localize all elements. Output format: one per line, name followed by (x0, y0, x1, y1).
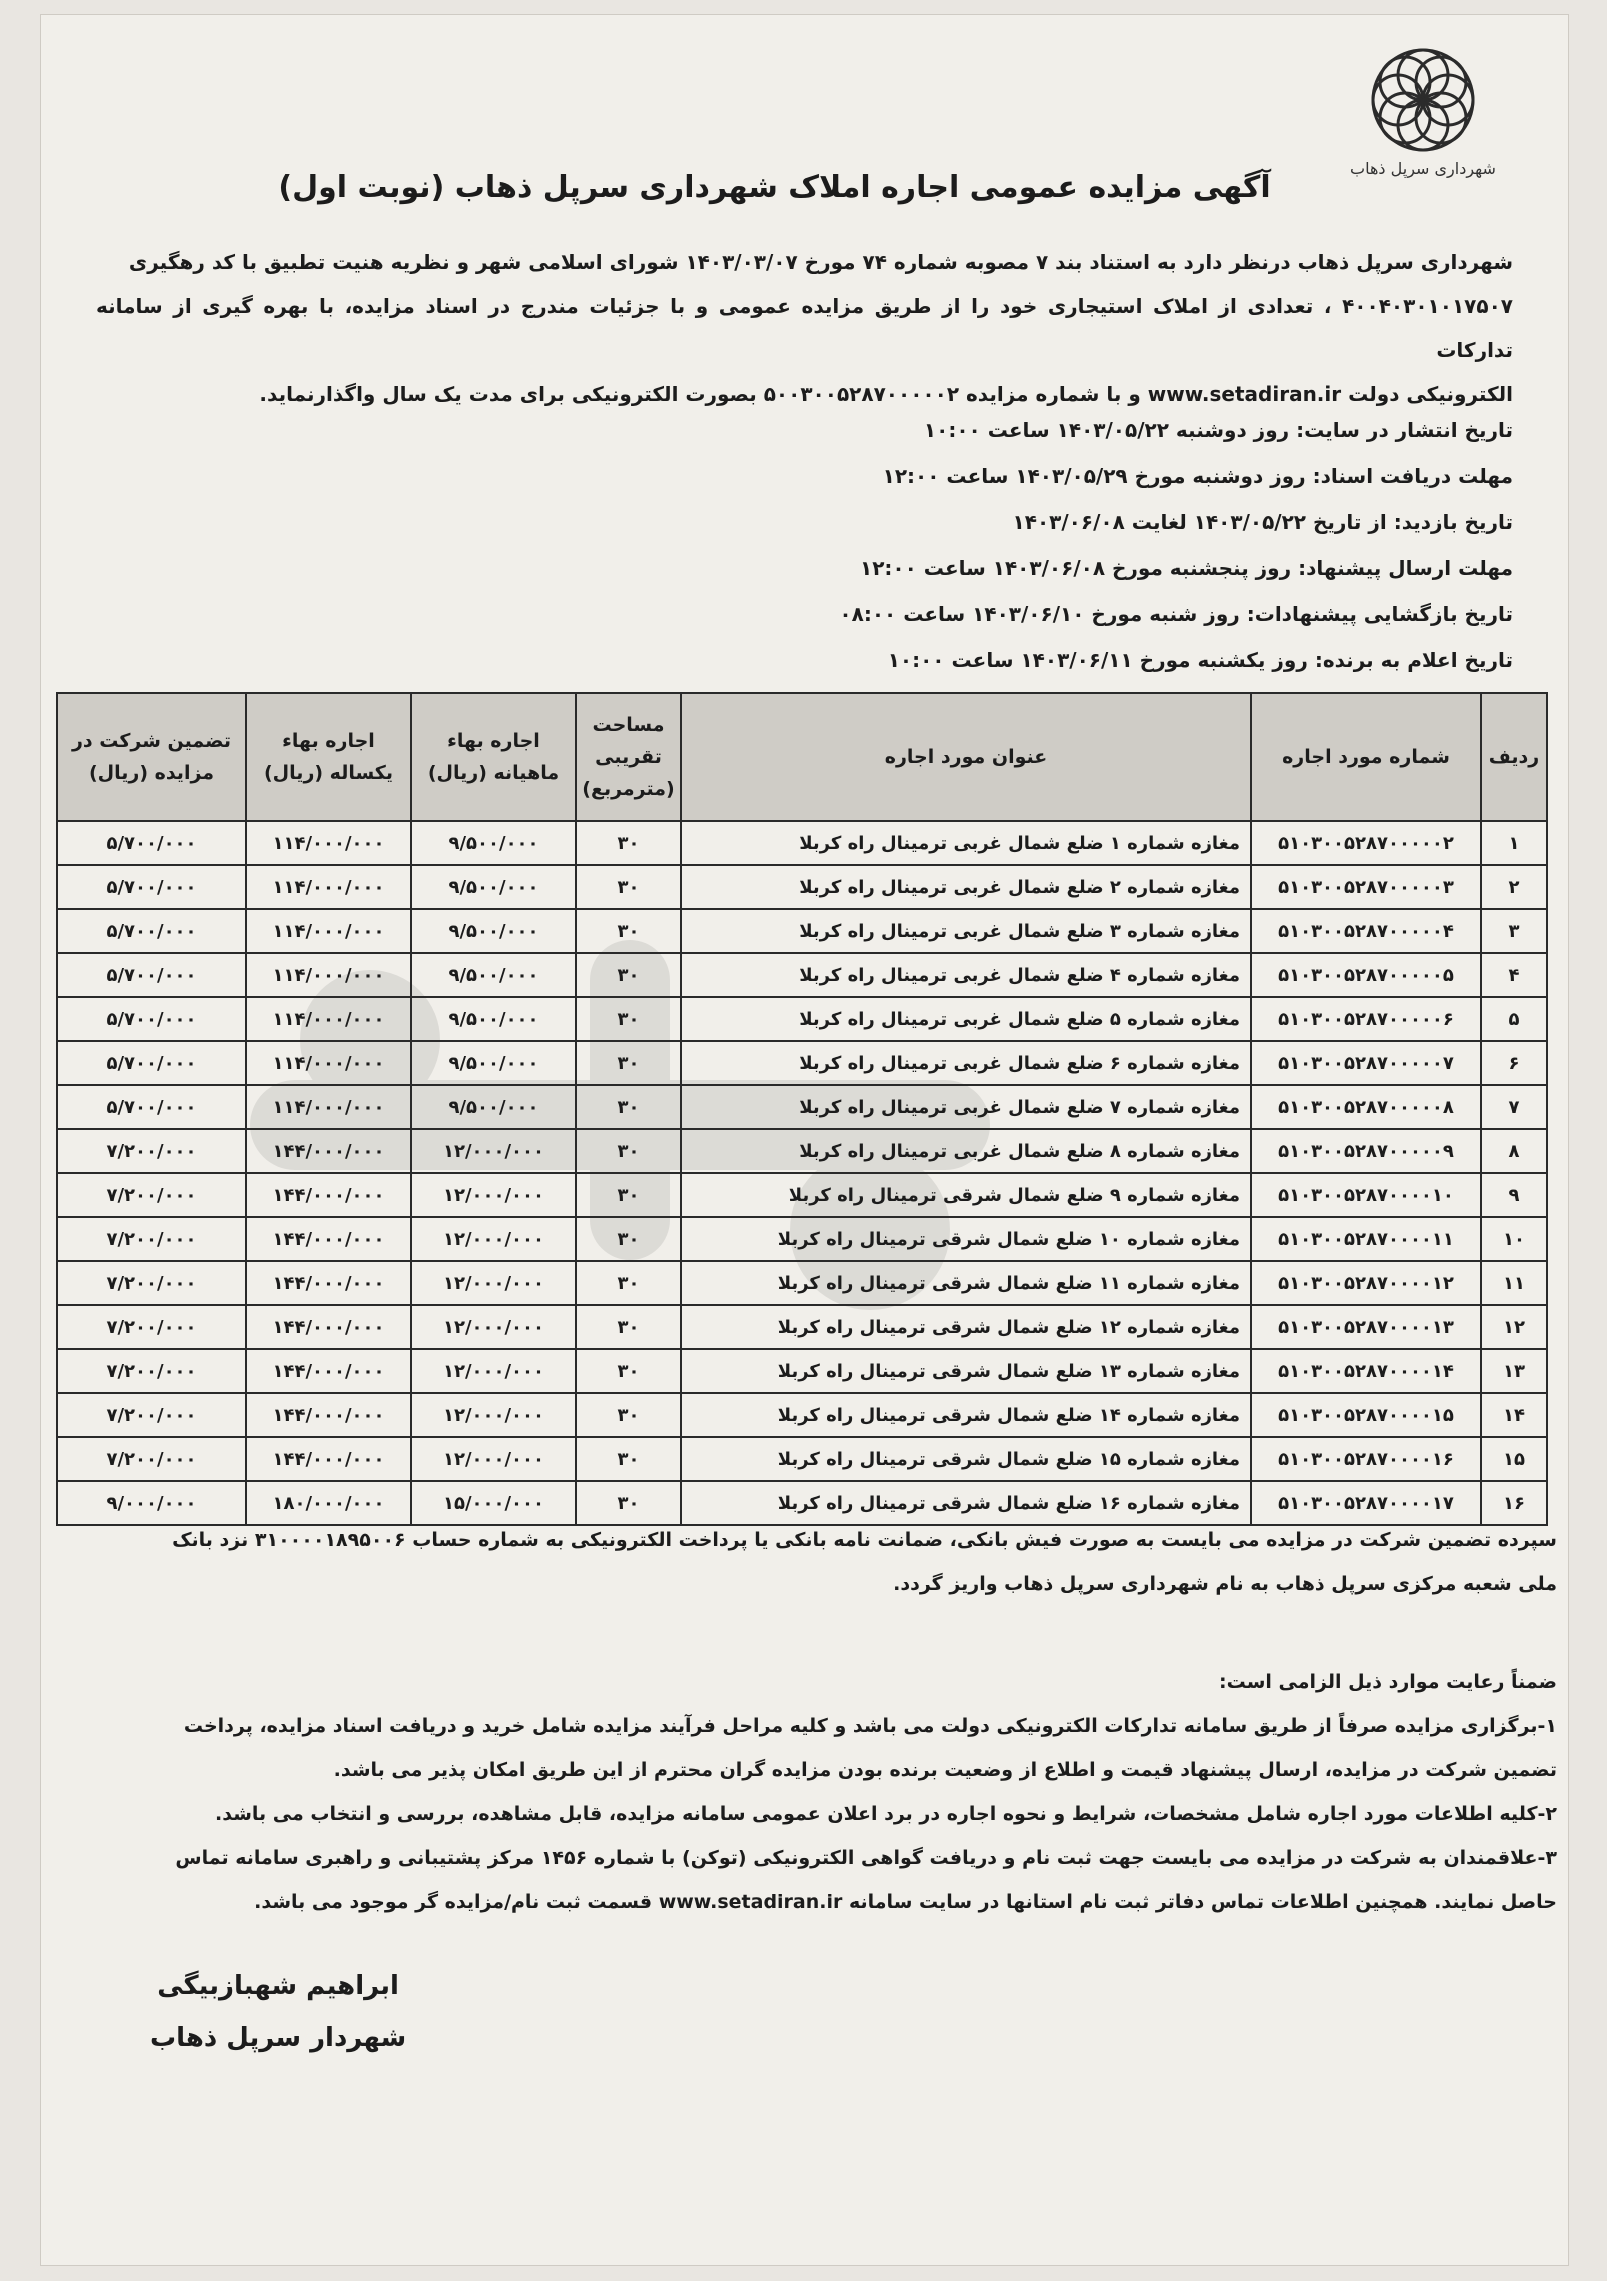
lease-title: مغازه شماره ۱۴ ضلع شمال شرقی ترمینال راه کربلا (681, 1393, 1251, 1437)
guarantee: ۷/۲۰۰/۰۰۰ (57, 1349, 246, 1393)
row-number: ۱۶ (1481, 1481, 1547, 1525)
row-number: ۲ (1481, 865, 1547, 909)
yearly-rent: ۱۱۴/۰۰۰/۰۰۰ (246, 1041, 411, 1085)
intro-paragraph (96, 240, 1513, 416)
header-monthly-rent: اجاره بهاء ماهیانه (ریال) (411, 693, 576, 821)
header-lease-number: شماره مورد اجاره (1251, 693, 1481, 821)
table-row (57, 1393, 1547, 1437)
lease-number: ۵۱۰۳۰۰۵۲۸۷۰۰۰۰۱۶ (1251, 1437, 1481, 1481)
header-lease-title: عنوان مورد اجاره (681, 693, 1251, 821)
lease-title: مغازه شماره ۸ ضلع شمال غربی ترمینال راه کربلا (681, 1129, 1251, 1173)
table-row (57, 865, 1547, 909)
area: ۳۰ (576, 1393, 681, 1437)
deposit-paragraph (40, 1518, 1557, 1606)
monthly-rent: ۱۲/۰۰۰/۰۰۰ (411, 1173, 576, 1217)
area: ۳۰ (576, 953, 681, 997)
area: ۳۰ (576, 1173, 681, 1217)
winner-announcement-date: تاریخ اعلام به برنده: روز یکشنبه مورخ ۱۴۰۳/۰۶/۱۱ ساعت ۱۰:۰۰ (887, 648, 1513, 672)
yearly-rent: ۱۱۴/۰۰۰/۰۰۰ (246, 909, 411, 953)
guarantee: ۵/۷۰۰/۰۰۰ (57, 1085, 246, 1129)
guarantee: ۵/۷۰۰/۰۰۰ (57, 997, 246, 1041)
table-row (57, 1305, 1547, 1349)
lease-number: ۵۱۰۳۰۰۵۲۸۷۰۰۰۰۰۷ (1251, 1041, 1481, 1085)
monthly-rent: ۱۵/۰۰۰/۰۰۰ (411, 1481, 576, 1525)
guarantee: ۵/۷۰۰/۰۰۰ (57, 1041, 246, 1085)
schedule-dates (341, 407, 1513, 683)
lease-number: ۵۱۰۳۰۰۵۲۸۷۰۰۰۰۱۳ (1251, 1305, 1481, 1349)
lease-number: ۵۱۰۳۰۰۵۲۸۷۰۰۰۰۱۱ (1251, 1217, 1481, 1261)
lease-title: مغازه شماره ۵ ضلع شمال غربی ترمینال راه کربلا (681, 997, 1251, 1041)
lease-title: مغازه شماره ۶ ضلع شمال غربی ترمینال راه کربلا (681, 1041, 1251, 1085)
guarantee: ۷/۲۰۰/۰۰۰ (57, 1173, 246, 1217)
table-row (57, 1437, 1547, 1481)
monthly-rent: ۱۲/۰۰۰/۰۰۰ (411, 1261, 576, 1305)
lease-title: مغازه شماره ۹ ضلع شمال شرقی ترمینال راه کربلا (681, 1173, 1251, 1217)
bid-deadline: مهلت ارسال پیشنهاد: روز پنجشنبه مورخ ۱۴۰۳/۰۶/۰۸ ساعت ۱۲:۰۰ (860, 556, 1513, 580)
lease-number: ۵۱۰۳۰۰۵۲۸۷۰۰۰۰۱۲ (1251, 1261, 1481, 1305)
requirement-line: ۳-علاقمندان به شرکت در مزایده می بایست جهت ثبت نام و دریافت گواهی الکترونیکی (توکن) با شماره ۱۴۵۶ مرکز پشتیبانی و راهبری سامانه تماس (175, 1847, 1557, 1869)
area: ۳۰ (576, 1085, 681, 1129)
table-row (57, 1129, 1547, 1173)
monthly-rent: ۹/۵۰۰/۰۰۰ (411, 953, 576, 997)
signatory-position: شهردار سرپل ذهاب (150, 2023, 407, 2053)
yearly-rent: ۱۴۴/۰۰۰/۰۰۰ (246, 1305, 411, 1349)
yearly-rent: ۱۱۴/۰۰۰/۰۰۰ (246, 1085, 411, 1129)
area: ۳۰ (576, 821, 681, 865)
table-row (57, 1173, 1547, 1217)
area: ۳۰ (576, 865, 681, 909)
header-guarantee: تضمین شرکت در مزایده (ریال) (57, 693, 246, 821)
row-number: ۹ (1481, 1173, 1547, 1217)
guarantee: ۵/۷۰۰/۰۰۰ (57, 953, 246, 997)
row-number: ۱۴ (1481, 1393, 1547, 1437)
opening-date: تاریخ بازگشایی پیشنهادات: روز شنبه مورخ ۱۴۰۳/۰۶/۱۰ ساعت ۰۸:۰۰ (839, 602, 1513, 626)
yearly-rent: ۱۴۴/۰۰۰/۰۰۰ (246, 1217, 411, 1261)
monthly-rent: ۹/۵۰۰/۰۰۰ (411, 821, 576, 865)
yearly-rent: ۱۱۴/۰۰۰/۰۰۰ (246, 953, 411, 997)
guarantee: ۷/۲۰۰/۰۰۰ (57, 1217, 246, 1261)
monthly-rent: ۹/۵۰۰/۰۰۰ (411, 865, 576, 909)
lease-items-table (56, 692, 1548, 1526)
lease-number: ۵۱۰۳۰۰۵۲۸۷۰۰۰۰۰۲ (1251, 821, 1481, 865)
monthly-rent: ۹/۵۰۰/۰۰۰ (411, 909, 576, 953)
monthly-rent: ۱۲/۰۰۰/۰۰۰ (411, 1349, 576, 1393)
monthly-rent: ۹/۵۰۰/۰۰۰ (411, 1041, 576, 1085)
intro-line: الکترونیکی دولت www.setadiran.ir و با شماره مزایده ۵۰۰۳۰۰۵۲۸۷۰۰۰۰۰۲ بصورت الکترونیکی برای مدت یک سال واگذارنماید. (259, 382, 1513, 406)
monthly-rent: ۹/۵۰۰/۰۰۰ (411, 1085, 576, 1129)
area: ۳۰ (576, 1349, 681, 1393)
lease-number: ۵۱۰۳۰۰۵۲۸۷۰۰۰۰۰۶ (1251, 997, 1481, 1041)
lease-number: ۵۱۰۳۰۰۵۲۸۷۰۰۰۰۰۹ (1251, 1129, 1481, 1173)
table-row (57, 1217, 1547, 1261)
row-number: ۴ (1481, 953, 1547, 997)
lease-number: ۵۱۰۳۰۰۵۲۸۷۰۰۰۰۱۵ (1251, 1393, 1481, 1437)
guarantee: ۷/۲۰۰/۰۰۰ (57, 1393, 246, 1437)
guarantee: ۷/۲۰۰/۰۰۰ (57, 1129, 246, 1173)
row-number: ۱۲ (1481, 1305, 1547, 1349)
requirements-intro: ضمناً رعایت موارد ذیل الزامی است: (1219, 1671, 1557, 1693)
lease-number: ۵۱۰۳۰۰۵۲۸۷۰۰۰۰۰۵ (1251, 953, 1481, 997)
area: ۳۰ (576, 909, 681, 953)
table-row (57, 1085, 1547, 1129)
logo-caption: شهرداری سرپل ذهاب (1350, 159, 1496, 178)
rosette-logo-icon (1368, 45, 1478, 155)
signatory-name: ابراهیم شهبازبیگی (157, 1971, 399, 2001)
deposit-line: سپرده تضمین شرکت در مزایده می بایست به صورت فیش بانکی، ضمانت نامه بانکی یا پرداخت الکترونیکی به شماره حساب ۳۱۰۰۰۰۱۸۹۵۰۰۶ نزد بانک (172, 1529, 1557, 1551)
guarantee: ۷/۲۰۰/۰۰۰ (57, 1437, 246, 1481)
table-row (57, 821, 1547, 865)
guarantee: ۵/۷۰۰/۰۰۰ (57, 909, 246, 953)
lease-title: مغازه شماره ۱۲ ضلع شمال شرقی ترمینال راه کربلا (681, 1305, 1251, 1349)
guarantee: ۵/۷۰۰/۰۰۰ (57, 821, 246, 865)
table-row (57, 1261, 1547, 1305)
table-row (57, 1041, 1547, 1085)
row-number: ۱۵ (1481, 1437, 1547, 1481)
header-row-number: ردیف (1481, 693, 1547, 821)
area: ۳۰ (576, 1129, 681, 1173)
row-number: ۵ (1481, 997, 1547, 1041)
row-number: ۱۱ (1481, 1261, 1547, 1305)
row-number: ۱۰ (1481, 1217, 1547, 1261)
lease-title: مغازه شماره ۳ ضلع شمال غربی ترمینال راه کربلا (681, 909, 1251, 953)
lease-number: ۵۱۰۳۰۰۵۲۸۷۰۰۰۰۰۳ (1251, 865, 1481, 909)
monthly-rent: ۱۲/۰۰۰/۰۰۰ (411, 1393, 576, 1437)
lease-title: مغازه شماره ۲ ضلع شمال غربی ترمینال راه کربلا (681, 865, 1251, 909)
requirement-line: حاصل نمایند. همچنین اطلاعات تماس دفاتر ثبت نام استانها در سایت سامانه www.setadiran.ir قسمت ثبت نام/مزایده گر موجود می باشد. (254, 1891, 1557, 1913)
lease-title: مغازه شماره ۱۵ ضلع شمال شرقی ترمینال راه کربلا (681, 1437, 1251, 1481)
area: ۳۰ (576, 997, 681, 1041)
lease-number: ۵۱۰۳۰۰۵۲۸۷۰۰۰۰۱۰ (1251, 1173, 1481, 1217)
yearly-rent: ۱۸۰/۰۰۰/۰۰۰ (246, 1481, 411, 1525)
guarantee: ۹/۰۰۰/۰۰۰ (57, 1481, 246, 1525)
lease-title: مغازه شماره ۴ ضلع شمال غربی ترمینال راه کربلا (681, 953, 1251, 997)
guarantee: ۵/۷۰۰/۰۰۰ (57, 865, 246, 909)
lease-title: مغازه شماره ۱۰ ضلع شمال شرقی ترمینال راه کربلا (681, 1217, 1251, 1261)
row-number: ۸ (1481, 1129, 1547, 1173)
yearly-rent: ۱۴۴/۰۰۰/۰۰۰ (246, 1393, 411, 1437)
intro-line: ۴۰۰۴۰۳۰۱۰۱۷۵۰۷ ، تعدادی از املاک استیجاری خود را از طریق مزایده عمومی و با جزئیات مندرج در اسناد مزایده، با بهره گیری از سامانه تدارکات (96, 294, 1513, 362)
row-number: ۱ (1481, 821, 1547, 865)
yearly-rent: ۱۴۴/۰۰۰/۰۰۰ (246, 1349, 411, 1393)
requirements-section (35, 1660, 1557, 1924)
table-header-row (57, 693, 1547, 821)
row-number: ۳ (1481, 909, 1547, 953)
lease-number: ۵۱۰۳۰۰۵۲۸۷۰۰۰۰۱۷ (1251, 1481, 1481, 1525)
monthly-rent: ۱۲/۰۰۰/۰۰۰ (411, 1305, 576, 1349)
monthly-rent: ۱۲/۰۰۰/۰۰۰ (411, 1129, 576, 1173)
lease-number: ۵۱۰۳۰۰۵۲۸۷۰۰۰۰۰۸ (1251, 1085, 1481, 1129)
visit-period: تاریخ بازدید: از تاریخ ۱۴۰۳/۰۵/۲۲ لغایت ۱۴۰۳/۰۶/۰۸ (1012, 510, 1513, 534)
monthly-rent: ۱۲/۰۰۰/۰۰۰ (411, 1217, 576, 1261)
municipality-logo (1348, 45, 1498, 178)
table-row (57, 953, 1547, 997)
notice-title: آگهی مزایده عمومی اجاره املاک شهرداری سرپل ذهاب (نوبت اول) (278, 170, 1271, 205)
area: ۳۰ (576, 1437, 681, 1481)
row-number: ۱۳ (1481, 1349, 1547, 1393)
lease-number: ۵۱۰۳۰۰۵۲۸۷۰۰۰۰۱۴ (1251, 1349, 1481, 1393)
yearly-rent: ۱۴۴/۰۰۰/۰۰۰ (246, 1173, 411, 1217)
yearly-rent: ۱۴۴/۰۰۰/۰۰۰ (246, 1129, 411, 1173)
monthly-rent: ۹/۵۰۰/۰۰۰ (411, 997, 576, 1041)
area: ۳۰ (576, 1261, 681, 1305)
yearly-rent: ۱۱۴/۰۰۰/۰۰۰ (246, 997, 411, 1041)
lease-title: مغازه شماره ۱۱ ضلع شمال شرقی ترمینال راه کربلا (681, 1261, 1251, 1305)
lease-title: مغازه شماره ۱۶ ضلع شمال شرقی ترمینال راه کربلا (681, 1481, 1251, 1525)
requirement-line: ۲-کلیه اطلاعات مورد اجاره شامل مشخصات، شرایط و نحوه اجاره در برد اعلان عمومی سامانه مزایده، قابل مشاهده، بررسی و انتخاب می باشد. (215, 1803, 1557, 1825)
signature-block (150, 1960, 406, 2064)
yearly-rent: ۱۱۴/۰۰۰/۰۰۰ (246, 821, 411, 865)
yearly-rent: ۱۴۴/۰۰۰/۰۰۰ (246, 1437, 411, 1481)
table-row (57, 909, 1547, 953)
requirement-line: ۱-برگزاری مزایده صرفاً از طریق سامانه تدارکات الکترونیکی دولت می باشد و کلیه مراحل فرآیند مزایده شامل خرید و دریافت اسناد مزایده، پرداخت (183, 1715, 1557, 1737)
document-deadline: مهلت دریافت اسناد: روز دوشنبه مورخ ۱۴۰۳/۰۵/۲۹ ساعت ۱۲:۰۰ (882, 464, 1513, 488)
area: ۳۰ (576, 1481, 681, 1525)
yearly-rent: ۱۴۴/۰۰۰/۰۰۰ (246, 1261, 411, 1305)
guarantee: ۷/۲۰۰/۰۰۰ (57, 1305, 246, 1349)
area: ۳۰ (576, 1217, 681, 1261)
deposit-line: ملی شعبه مرکزی سرپل ذهاب به نام شهرداری سرپل ذهاب واریز گردد. (893, 1573, 1557, 1595)
header-area: مساحت تقریبی (مترمربع) (576, 693, 681, 821)
requirement-line: تضمین شرکت در مزایده، ارسال پیشنهاد قیمت و اطلاع از وضعیت برنده بودن مزایده گران محترم از این طریق امکان پذیر می باشد. (333, 1759, 1557, 1781)
row-number: ۷ (1481, 1085, 1547, 1129)
yearly-rent: ۱۱۴/۰۰۰/۰۰۰ (246, 865, 411, 909)
intro-line: شهرداری سرپل ذهاب درنظر دارد به استناد بند ۷ مصوبه شماره ۷۴ مورخ ۱۴۰۳/۰۳/۰۷ شورای اسلامی شهر و نظریه هنیت تطبیق با کد رهگیری (128, 250, 1513, 274)
lease-title: مغازه شماره ۷ ضلع شمال غربی ترمینال راه کربلا (681, 1085, 1251, 1129)
guarantee: ۷/۲۰۰/۰۰۰ (57, 1261, 246, 1305)
header-yearly-rent: اجاره بهاء یکساله (ریال) (246, 693, 411, 821)
row-number: ۶ (1481, 1041, 1547, 1085)
table-row (57, 997, 1547, 1041)
area: ۳۰ (576, 1305, 681, 1349)
monthly-rent: ۱۲/۰۰۰/۰۰۰ (411, 1437, 576, 1481)
lease-title: مغازه شماره ۱ ضلع شمال غربی ترمینال راه کربلا (681, 821, 1251, 865)
table-row (57, 1349, 1547, 1393)
area: ۳۰ (576, 1041, 681, 1085)
lease-title: مغازه شماره ۱۳ ضلع شمال شرقی ترمینال راه کربلا (681, 1349, 1251, 1393)
lease-number: ۵۱۰۳۰۰۵۲۸۷۰۰۰۰۰۴ (1251, 909, 1481, 953)
publish-date: تاریخ انتشار در سایت: روز دوشنبه ۱۴۰۳/۰۵/۲۲ ساعت ۱۰:۰۰ (923, 418, 1513, 442)
